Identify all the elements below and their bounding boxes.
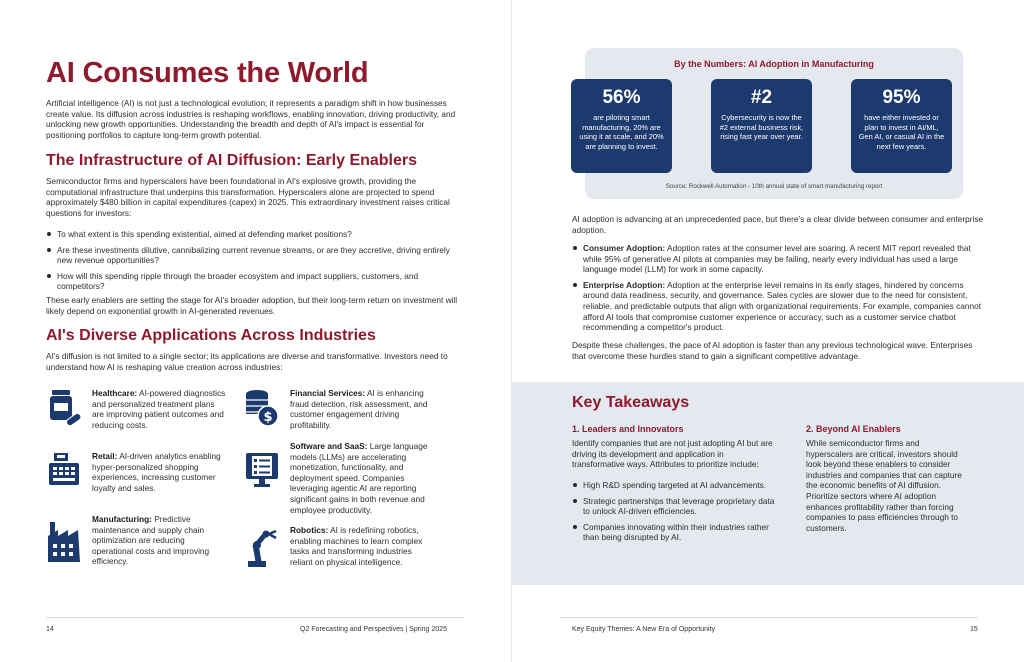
page-title: AI Consumes the World [46, 57, 369, 89]
footer-divider-left [46, 617, 464, 618]
stat-value: #2 [750, 87, 773, 108]
challenges-paragraph: Despite these challenges, the pace of AI adoption is faster than any previous technological wave. Enterprises that overcome these hurdles stand to gain a significant competitive advantage. [572, 340, 973, 361]
industry-retail [46, 451, 226, 493]
industry-label: Manufacturing: [92, 514, 152, 524]
publication-title-left: Q2 Forecasting and Perspectives | Spring 2025 [300, 626, 447, 633]
list-item: To what extent is this spending existential, aimed at defending market positions? [46, 229, 464, 240]
list-item: How will this spending ripple through the broader ecosystem and impact suppliers, customers, and competitors? [46, 271, 464, 292]
adoption-list [572, 243, 986, 338]
industry-manufacturing [46, 514, 226, 567]
list-item [572, 280, 986, 333]
industry-description [92, 514, 226, 567]
takeaway-beyond-paragraph: While semiconductor firms and hyperscalers are critical, investors should look beyond these enablers to consider industries and companies that can capture the economic benefits of AI diffusion. Prioritize sectors where AI adoption enhances profitability rather than forcing companies to pass efficiencies through to customers. [806, 438, 962, 533]
stat-value: 95% [882, 87, 921, 108]
list-item: Strategic partnerships that leverage proprietary data to unlock AI-driven efficiencies. [572, 496, 778, 517]
stat-caption: Cybersecurity is now the #2 external business risk, rising fast year over year. [719, 113, 804, 142]
bullet-text: Adoption at the enterprise level remains in its early stages, hindered by concerns around data readiness, security, and governance. Sales cycles are slower due to the need for consistent, reliable, and predictable outputs that align with organizational requirements. For example, companies cannot afford AI tools that compromise customer experience or accuracy, such as a customer service chatbot recommending a competitor's product. [583, 279, 982, 333]
bullet-text: Adoption rates at the consumer level are soaring. A recent MIT report revealed that while 95% of generative AI pilots at companies may be failing, nearly every individual has used a large language model (LLM) for work in some capacity. [583, 243, 971, 275]
list-item: Are these investments dilutive, cannibalizing current revenue streams, or are they accretive, driving entirely new revenue opportunities? [46, 245, 464, 266]
stats-source: Source: Rockwell Automation - 10th annual state of smart manufacturing report [665, 183, 883, 190]
industry-description [92, 388, 226, 430]
coins-dollar-icon [244, 388, 280, 428]
industry-software-saas [244, 441, 434, 515]
adoption-paragraph: AI adoption is advancing at an unprecedented pace, but there's a clear divide between consumer and enterprise adoption. [572, 214, 984, 235]
key-takeaways-title: Key Takeaways [572, 394, 690, 411]
list-item: Companies innovating within their industries rather than being disrupted by AI. [572, 522, 778, 543]
page-number-left: 14 [46, 626, 54, 633]
industry-description [290, 388, 434, 430]
list-item: High R&D spending targeted at AI advancements. [572, 480, 778, 491]
investor-questions-list [46, 229, 464, 297]
takeaway-heading-beyond: 2. Beyond AI Enablers [806, 424, 901, 434]
list-item [572, 243, 986, 275]
bullet-label: Consumer Adoption: [583, 243, 666, 253]
industry-label: Robotics: [290, 525, 329, 535]
svg-text:$: $ [263, 410, 273, 425]
industry-text: AI-driven analytics enabling hyper-personalized shopping experiences, increasing customer loyalty and sales. [92, 451, 221, 493]
section-heading-applications: AI's Diverse Applications Across Industries [46, 327, 376, 344]
stat-card [851, 79, 952, 173]
industry-text: Large language models (LLMs) are accelerating monetization, functionality, and deployment speed. Companies leveraging agentic AI are reporting significant gains in both revenue and employee productivity. [290, 441, 428, 515]
industry-text: AI is redefining robotics, enabling machines to learn complex tasks and transforming industries reliant on physical intelligence. [290, 525, 423, 567]
industry-label: Software and SaaS: [290, 441, 368, 451]
checklist-monitor-icon [244, 441, 280, 481]
industry-text: AI-powered diagnostics and personalized treatment plans are improving patient outcomes and reducing costs. [92, 388, 226, 430]
page-number-right: 15 [970, 626, 978, 633]
takeaway-heading-leaders: 1. Leaders and Innovators [572, 424, 684, 434]
industry-robotics [244, 525, 434, 567]
enablers-paragraph: These early enablers are setting the stage for AI's broader adoption, but their long-term return on investment will likely depend on exponential growth in AI-generated revenues. [46, 295, 458, 316]
takeaway-leaders-list [572, 480, 778, 548]
cash-register-icon [46, 451, 82, 491]
infrastructure-paragraph: Semiconductor firms and hyperscalers have been foundational in AI's explosive growth, providing the computational infrastructure that underpins this transformation. Hyperscalers alone are projected to spend approximately $480 billion in capital expenditures (capex) in 2025. This extraordinary investment raises critical questions for investors: [46, 176, 450, 218]
intro-paragraph: Artificial intelligence (AI) is not just a technological evolution; it represents a paradigm shift in how businesses create value. Its diffusion across industries is reshaping workflows, enabling innovation, driving productivity, and unlocking new growth opportunities. Understanding the breadth and depth of AI's impact is essential for positioning portfolios to capture long-term growth potential. [46, 98, 456, 140]
footer-divider-right [560, 617, 978, 618]
section-heading-infrastructure: The Infrastructure of AI Diffusion: Early Enablers [46, 152, 418, 169]
bullet-label: Enterprise Adoption: [583, 279, 666, 290]
industry-description [92, 451, 226, 493]
industry-healthcare [46, 388, 226, 430]
industry-text: Predictive maintenance and supply chain optimization are reducing operational costs and improving efficiency. [92, 514, 210, 567]
industry-description [290, 525, 434, 567]
industry-financial-services [244, 388, 434, 430]
factory-icon [46, 514, 82, 554]
industry-label: Retail: [92, 451, 118, 461]
stat-card [711, 79, 812, 173]
industry-label: Healthcare: [92, 388, 138, 398]
pills-icon [46, 388, 82, 428]
stat-card [571, 79, 672, 173]
industry-description [290, 441, 434, 515]
takeaway-leaders-paragraph: Identify companies that are not just adopting AI but are driving its development and application in transformative ways. Attributes to prioritize include: [572, 438, 773, 470]
stats-title: By the Numbers: AI Adoption in Manufacturing [674, 59, 874, 69]
stat-value: 56% [602, 87, 641, 108]
industry-label: Financial Services: [290, 388, 366, 398]
stat-caption: are piloting smart manufacturing, 20% are using it at scale, and 20% are planning to invest. [579, 113, 664, 151]
robot-arm-icon [244, 525, 280, 565]
stat-caption: have either invested or plan to invest in AI/ML, Gen AI, or casual AI in the next few years. [858, 113, 945, 151]
publication-title-right: Key Equity Themes: A New Era of Opportunity [572, 626, 716, 633]
industry-text: AI is enhancing fraud detection, risk assessment, and customer engagement driving profitability. [290, 388, 428, 430]
applications-paragraph: AI's diffusion is not limited to a single sector; its applications are diverse and transformative. Investors need to understand how AI is reshaping value creation across industries: [46, 351, 448, 372]
